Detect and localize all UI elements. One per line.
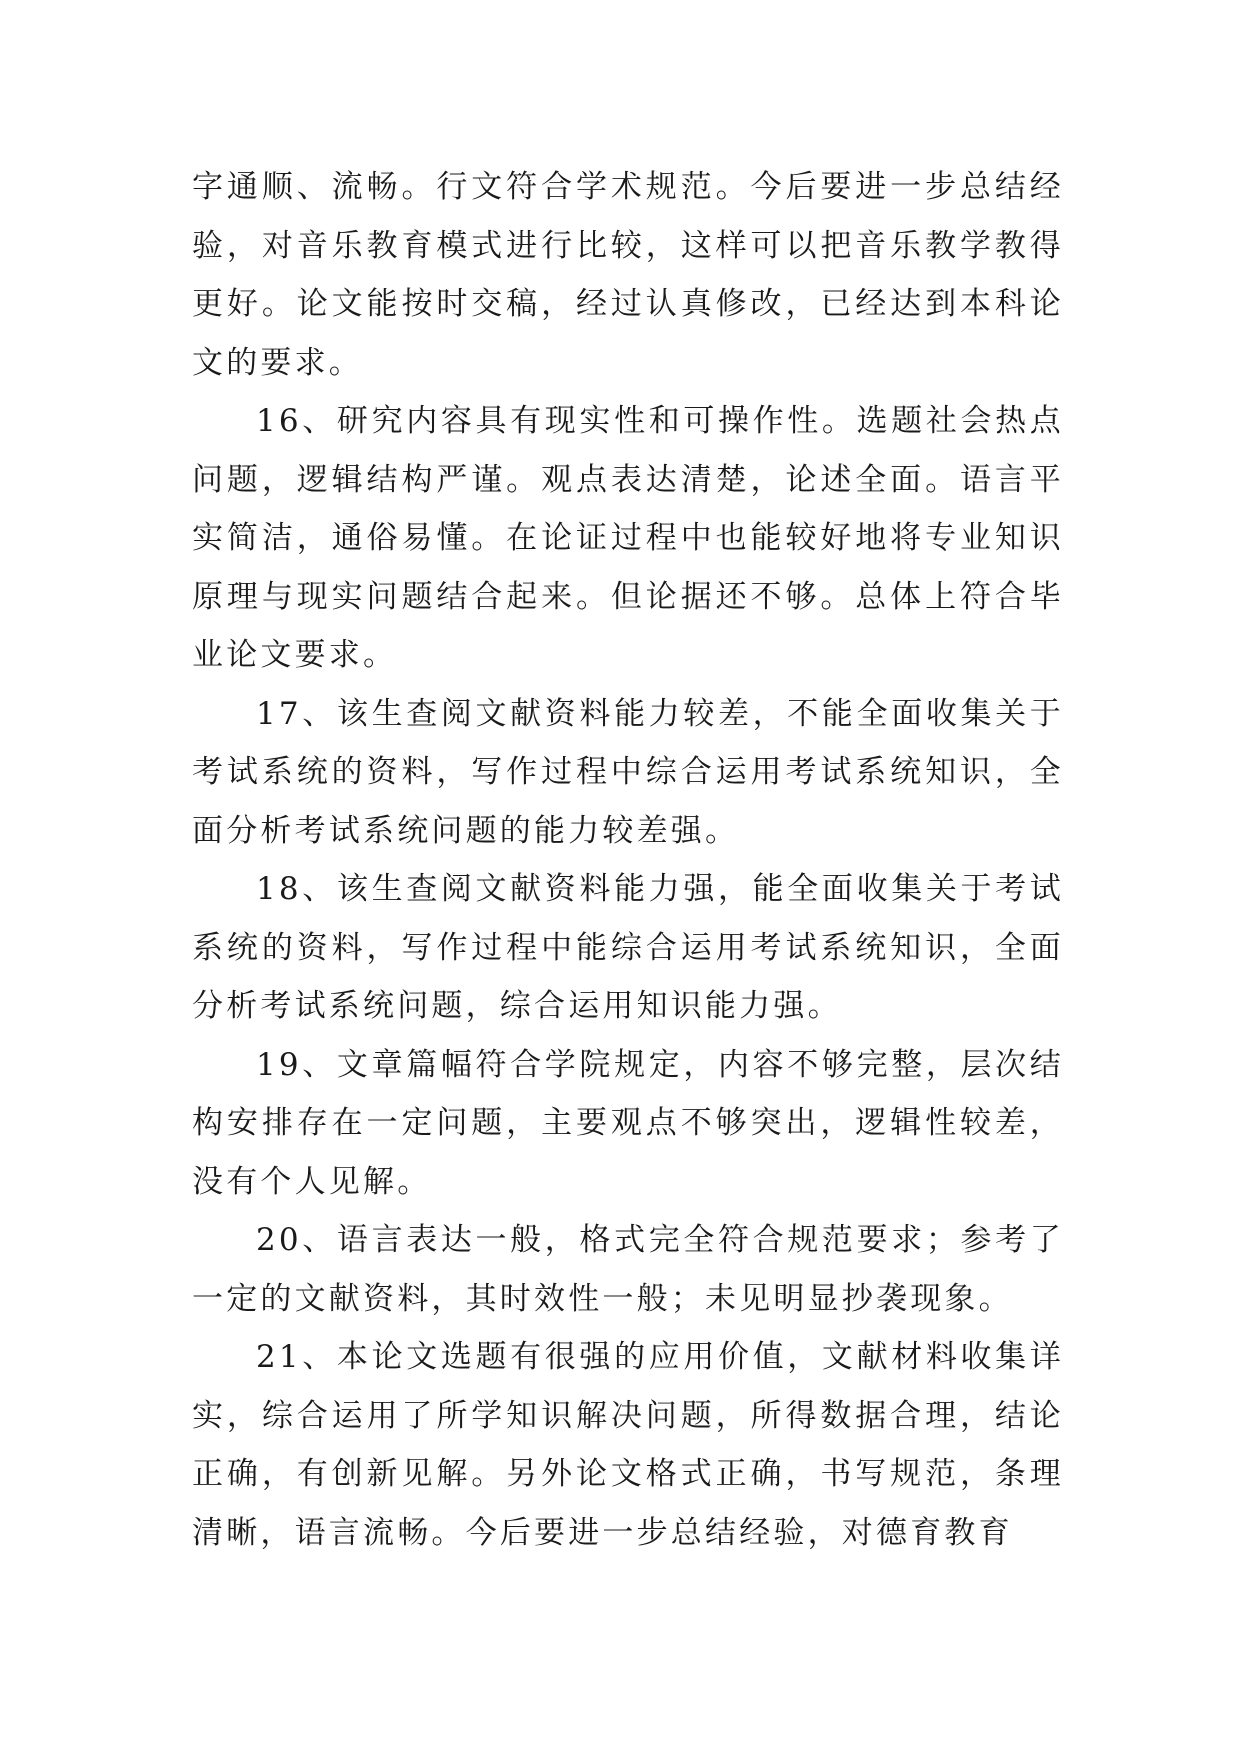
paragraph-16: 16、研究内容具有现实性和可操作性。选题社会热点问题，逻辑结构严谨。观点表达清楚，论述全面。语言平实简洁，通俗易懂。在论证过程中也能较好地将专业知识原理与现实问题结合起来。但论据还不够。总体上符合毕业论文要求。: [192, 403, 1064, 673]
paragraph-18: 18、该生查阅文献资料能力强，能全面收集关于考试系统的资料，写作过程中能综合运用考试系统知识，全面分析考试系统问题，综合运用知识能力强。: [192, 871, 1064, 1024]
paragraph-15-continued: 字通顺、流畅。行文符合学术规范。今后要进一步总结经验，对音乐教育模式进行比较，这样可以把音乐教学教得更好。论文能按时交稿，经过认真修改，已经达到本科论文的要求。: [192, 169, 1064, 381]
paragraph-21: 21、本论文选题有很强的应用价值，文献材料收集详实，综合运用了所学知识解决问题，所得数据合理，结论正确，有创新见解。另外论文格式正确，书写规范，条理清晰，语言流畅。今后要进一步总结经验，对德育教育: [192, 1339, 1064, 1551]
paragraph-17: 17、该生查阅文献资料能力较差，不能全面收集关于考试系统的资料，写作过程中综合运用考试系统知识，全面分析考试系统问题的能力较差强。: [192, 695, 1064, 849]
document-body: [192, 158, 1064, 1562]
paragraph-19: 19、文章篇幅符合学院规定，内容不够完整，层次结构安排存在一定问题，主要观点不够突出，逻辑性较差，没有个人见解。: [192, 1046, 1064, 1200]
paragraph-20: 20、语言表达一般，格式完全符合规范要求；参考了一定的文献资料，其时效性一般；未见明显抄袭现象。: [192, 1222, 1064, 1317]
